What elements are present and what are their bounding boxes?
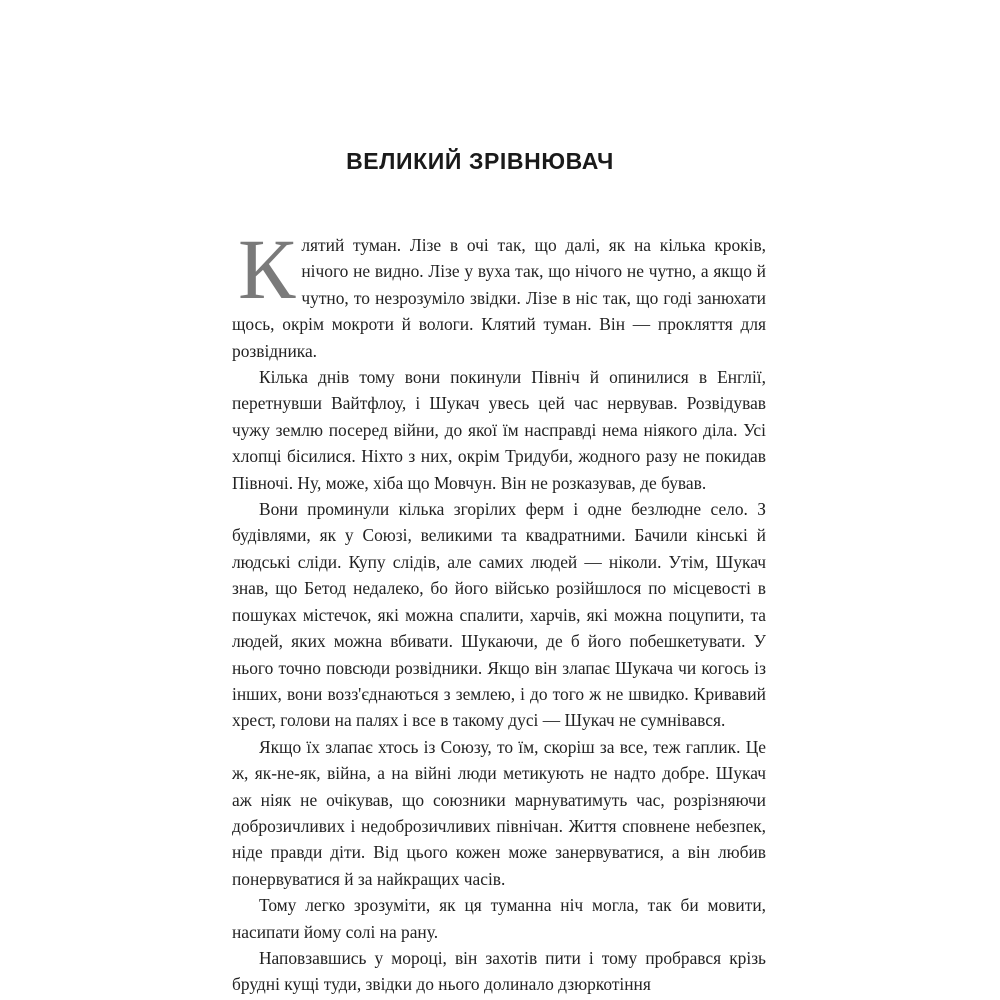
paragraph-1-text: лятий туман. Лізе в очі так, що далі, як на кілька кроків, нічого не видно. Лізе у вуха так, що нічого не чутно, а якщо й чутно, то незрозуміло звідки. Лізе в ніс так, що годі занюхати щось, окрім мокроти й вологи. Клятий туман. Він — прокляття для розвідника. (232, 235, 766, 361)
paragraph-1 (232, 221, 766, 364)
chapter-title: ВЕЛИКИЙ ЗРІВНЮВАЧ (346, 148, 614, 174)
drop-cap: К (238, 221, 296, 317)
paragraph-2: Кілька днів тому вони покинули Північ й опинилися в Енглії, перетнувши Вайтфлоу, і Шукач увесь цей час нервував. Розвідував чужу землю посеред війни, до якої їм насправді нема ніякого діла. Усі хлопці бісилися. Ніхто з них, окрім Тридуби, жодного разу не покидав Півночі. Ну, може, хіба що Мовчун. Він не розказував, де бував. (232, 367, 766, 493)
body-text (232, 221, 766, 998)
paragraph-5: Тому легко зрозуміти, як ця туманна ніч могла, так би мовити, насипати йому солі на рану. (232, 895, 766, 942)
paragraph-3: Вони проминули кілька згорілих ферм і одне безлюдне село. З будівлями, як у Союзі, великими та квадратними. Бачили кінські й людські сліди. Купу слідів, але самих людей — ніколи. Утім, Шукач знав, що Бетод недалеко, бо його військо розійшлося по місцевості в пошуках містечок, які можна спалити, харчів, які можна поцупити, та людей, яких можна вбивати. Шукаючи, де б його побешкетувати. У нього точно повсюди розвідники. Якщо він злапає Шукача чи когось із інших, вони возз'єднаються з землею, і до того ж не швидко. Кривавий хрест, голови на палях і все в такому дусі — Шукач не сумнівався. (232, 499, 766, 731)
paragraph-4: Якщо їх злапає хтось із Союзу, то їм, скоріш за все, теж гаплик. Це ж, як-не-як, війна, а на війні люди метикують не надто добре. Шукач аж ніяк не очікував, що союзники марнуватимуть час, розрізняючи доброзичливих і недоброзичливих північан. Життя сповнене небезпек, ніде правди діти. Від цього кожен може занервуватися, а він любив понервуватися й за найкращих часів. (232, 736, 766, 889)
paragraph-6: Наповзавшись у мороці, він захотів пити і тому пробрався крізь брудні кущі туди, звідки до нього долинало дзюркотіння (232, 947, 766, 995)
